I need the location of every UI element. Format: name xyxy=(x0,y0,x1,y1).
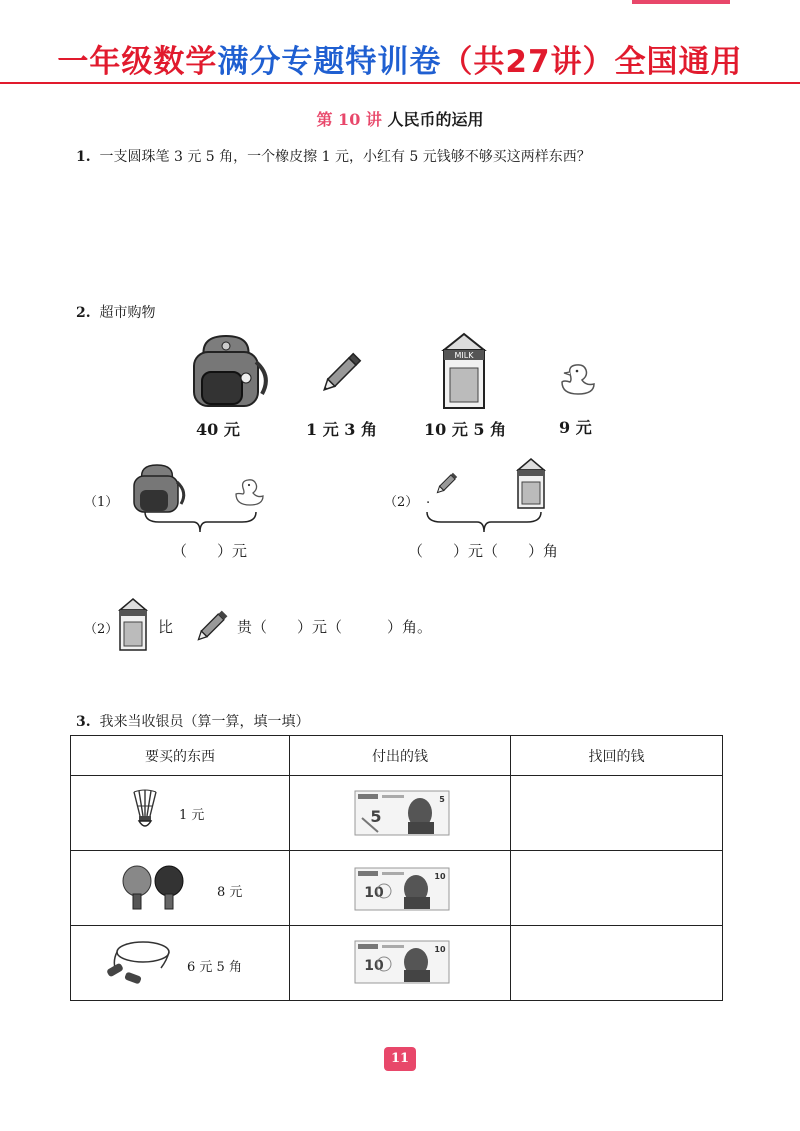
header-change: 找回的钱 xyxy=(511,736,723,776)
item-cell xyxy=(71,851,290,926)
bracket-1 xyxy=(143,510,258,534)
jump-rope-icon xyxy=(103,938,173,988)
shuttlecock-icon xyxy=(131,790,159,832)
duck-icon xyxy=(556,362,600,398)
item-cell xyxy=(71,776,290,851)
item-price: 6 元 5 角 xyxy=(187,960,242,975)
part-3-label: （2） xyxy=(84,622,119,637)
part-1-label: （1） xyxy=(84,495,119,510)
pencil-icon xyxy=(322,348,366,392)
change-cell[interactable] xyxy=(511,776,723,851)
part-1-answer[interactable]: （ ）元 xyxy=(172,542,248,560)
part-3-answer[interactable]: 贵（ ）元（ ）角。 xyxy=(237,618,433,636)
change-cell[interactable] xyxy=(511,851,723,926)
part-2-label: （2） xyxy=(384,495,419,510)
milk-carton-compare-icon xyxy=(118,598,148,652)
compare-text: 比 xyxy=(158,618,174,636)
top-tab xyxy=(632,0,730,4)
item-cell xyxy=(71,926,290,1001)
item-price: 8 元 xyxy=(217,885,243,900)
milk-carton-small-icon xyxy=(516,458,546,510)
question-3-title: 3. 我来当收银员（算一算，填一填） xyxy=(76,714,310,730)
header-rule xyxy=(0,82,800,84)
lesson-name: 人民币的运用 xyxy=(387,110,484,129)
price-backpack: 40 元 xyxy=(196,420,240,439)
banknote-10-icon xyxy=(354,867,450,911)
milk-carton-icon xyxy=(440,332,488,410)
duck-small-icon xyxy=(232,478,268,508)
item-price: 1 元 xyxy=(179,808,205,823)
paid-cell xyxy=(290,776,511,851)
backpack-small-icon xyxy=(130,462,186,514)
header-paid: 付出的钱 xyxy=(290,736,511,776)
table-row xyxy=(71,926,723,1001)
cashier-table xyxy=(70,735,723,1001)
paid-cell xyxy=(290,926,511,1001)
price-milk: 10 元 5 角 xyxy=(424,420,507,439)
page-header-title: 一年级数学满分专题特训卷（共27讲）全国通用 xyxy=(57,44,743,80)
table-row xyxy=(71,776,723,851)
lesson-title xyxy=(0,107,800,130)
table-row xyxy=(71,851,723,926)
backpack-icon xyxy=(186,332,272,408)
ping-pong-paddles-icon xyxy=(121,865,189,911)
bracket-2 xyxy=(425,510,543,534)
page-number: 11 xyxy=(384,1047,416,1071)
header-item: 要买的东西 xyxy=(71,736,290,776)
lesson-number: 第 10 讲 xyxy=(316,110,382,129)
svg-text:10: 10 xyxy=(434,872,446,881)
change-cell[interactable] xyxy=(511,926,723,1001)
banknote-5-icon xyxy=(354,790,450,836)
svg-text:10: 10 xyxy=(364,885,384,901)
svg-text:MILK: MILK xyxy=(454,351,474,360)
price-duck: 9 元 xyxy=(559,418,592,437)
pencil-compare-icon xyxy=(196,606,232,642)
question-1: 1. 一支圆珠笔 3 元 5 角，一个橡皮擦 1 元，小红有 5 元钱够不够买这两样东西？ xyxy=(76,149,591,165)
svg-text:5: 5 xyxy=(370,807,382,826)
part-2-answer[interactable]: （ ）元（ ）角 xyxy=(408,542,559,560)
question-2-title: 2. 超市购物 xyxy=(76,305,156,321)
svg-text:10: 10 xyxy=(364,958,384,974)
paid-cell xyxy=(290,851,511,926)
banknote-10-icon xyxy=(354,940,450,984)
table-header-row xyxy=(71,736,723,776)
svg-text:10: 10 xyxy=(434,945,446,954)
pencil-small-icon xyxy=(436,470,460,494)
part-2-dot: . xyxy=(426,492,431,507)
price-pencil: 1 元 3 角 xyxy=(306,420,377,439)
svg-text:5: 5 xyxy=(439,795,445,804)
